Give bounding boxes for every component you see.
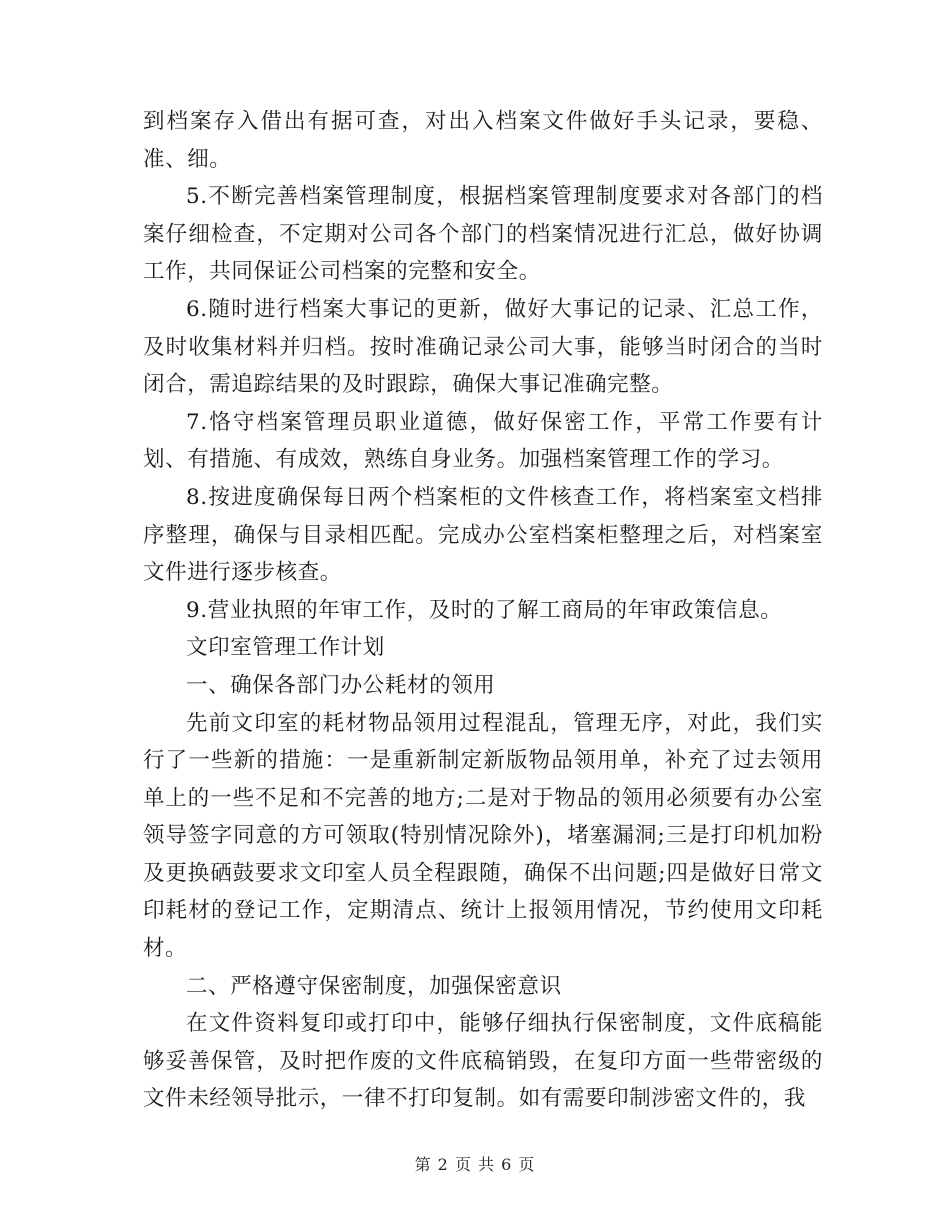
paragraph-continuation: 到档案存入借出有据可查，对出入档案文件做好手头记录，要稳、准、细。: [143, 109, 823, 172]
paragraph-consumables: 先前文印室的耗材物品领用过程混乱，管理无序，对此，我们实行了一些新的措施：一是重新制定新版物品领用单，补充了过去领用单上的一些不足和不完善的地方;二是对于物品的领用必须要有办公室领导签字同意的方可领取(特别情况除外)，堵塞漏洞;三是打印机加粉及更换硒鼓要求文印室人员全程跟随，确保不出问题;四是做好日常文印耗材的登记工作，定期清点、统计上报领用情况，节约使用文印耗材。: [143, 710, 823, 962]
paragraph-confidentiality: 在文件资料复印或打印中，能够仔细执行保密制度，文件底稿能够妥善保管，及时把作废的文件底稿销毁，在复印方面一些带密级的文件未经领导批示，一律不打印复制。如有需要印制涉密文件的，我: [143, 1011, 823, 1112]
section-heading-print-room: 文印室管理工作计划: [186, 635, 385, 661]
subheading-consumables: 一、确保各部门办公耗材的领用: [186, 672, 496, 698]
page-footer: 第 2 页 共 6 页: [414, 1155, 536, 1174]
paragraph-item-5: 5.不断完善档案管理制度，根据档案管理制度要求对各部门的档案仔细检查，不定期对公司各个部门的档案情况进行汇总，做好协调工作，共同保证公司档案的完整和安全。: [143, 184, 823, 285]
paragraph-item-6: 6.随时进行档案大事记的更新，做好大事记的记录、汇总工作，及时收集材料并归档。按时准确记录公司大事，能够当时闭合的当时闭合，需追踪结果的及时跟踪，确保大事记准确完整。: [143, 296, 823, 398]
subheading-confidentiality: 二、严格遵守保密制度，加强保密意识: [186, 973, 562, 999]
paragraph-item-9: 9.营业执照的年审工作，及时的了解工商局的年审政策信息。: [186, 597, 783, 623]
paragraph-item-8: 8.按进度确保每日两个档案柜的文件核查工作，将档案室文档排序整理，确保与目录相匹配。完成办公室档案柜整理之后，对档案室文件进行逐步核查。: [143, 484, 823, 586]
paragraph-item-7: 7.恪守档案管理员职业道德，做好保密工作，平常工作要有计划、有措施、有成效，熟练自身业务。加强档案管理工作的学习。: [143, 409, 823, 473]
document-body: [143, 103, 823, 1118]
